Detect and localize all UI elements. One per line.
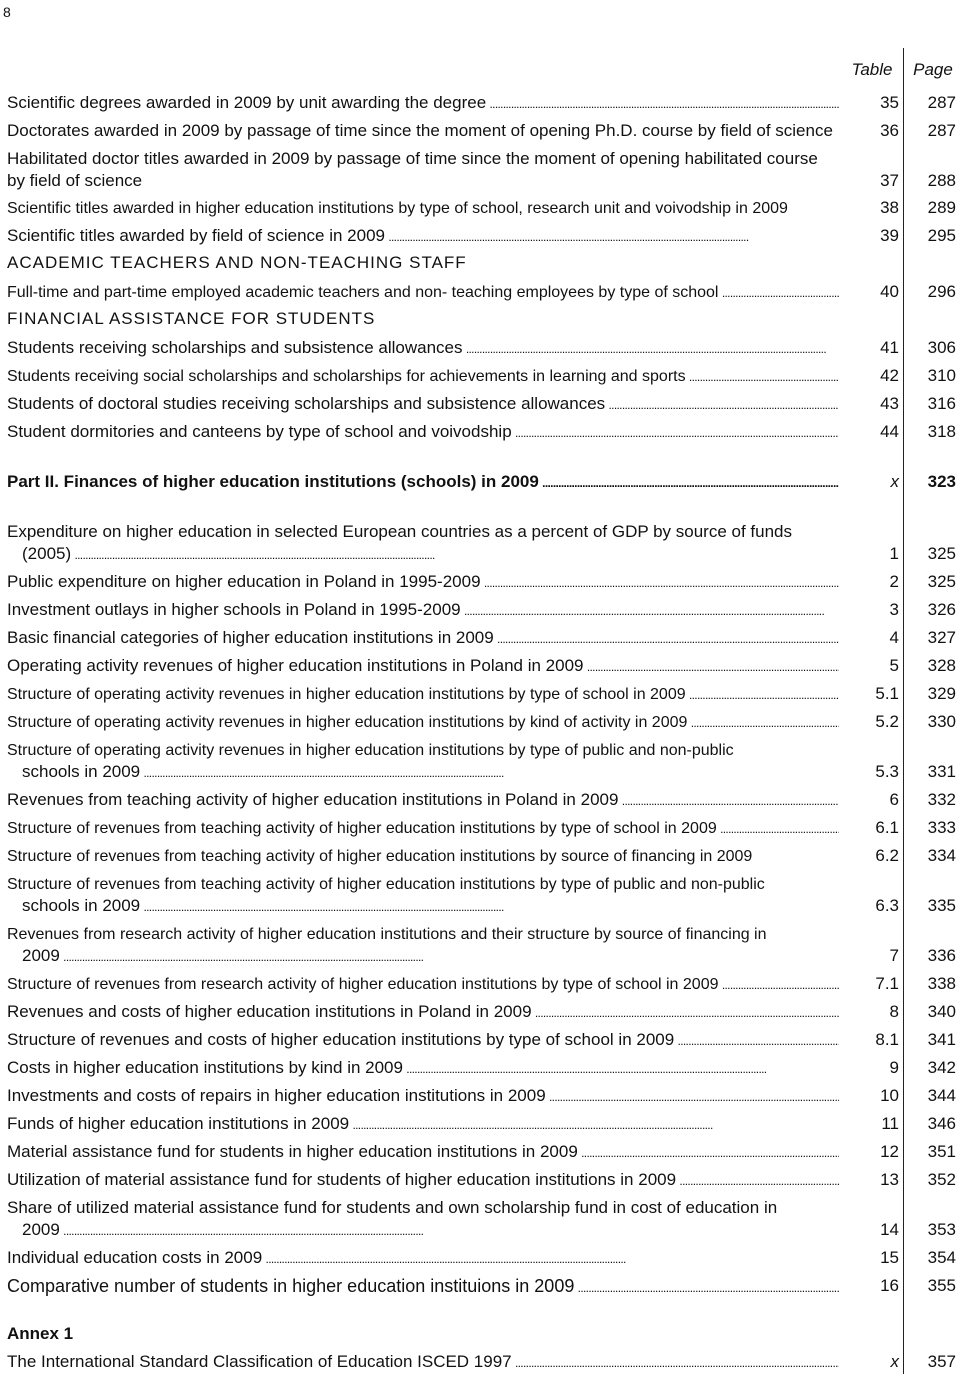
toc-table-number: 8.1 [875, 1030, 899, 1049]
toc-table-number: 6.2 [875, 846, 899, 865]
toc-page-number: 346 [927, 1114, 956, 1133]
toc-page-number: 288 [927, 171, 956, 190]
toc-entry-title: Student dormitories and canteens by type of school and voivodship . . . [7, 421, 839, 444]
toc-page-number: 341 [927, 1030, 956, 1049]
toc-table-number: 1 [889, 544, 899, 563]
toc-table-number: 4 [889, 628, 899, 647]
toc-entry-title: Comparative number of students in higher education instituions in 2009 . . . [7, 1275, 839, 1299]
toc-table-number: 6 [889, 790, 899, 809]
toc-table-number: 14 [880, 1220, 899, 1239]
toc-page-number: 353 [927, 1220, 956, 1239]
toc-page-number: 327 [927, 628, 956, 647]
toc-page-number: 331 [927, 762, 956, 781]
page-column-header: Page [913, 60, 953, 79]
toc-entry-title: Funds of higher education institutions in 2009 . . . [7, 1113, 839, 1136]
toc-table-number: 13 [880, 1170, 899, 1189]
toc-table-number: 35 [880, 93, 899, 112]
page-number: 8 [3, 4, 11, 20]
annex-heading: Annex 1 [7, 1324, 74, 1343]
toc-entry-title: Structure of revenues from teaching activity of higher education institutions by type of school in 2009 . . . [7, 817, 839, 840]
toc-page-number: 336 [927, 946, 956, 965]
toc-entry-title: Revenues and costs of higher education institutions in Poland in 2009 . . . [7, 1001, 839, 1024]
toc-page-number: 328 [927, 656, 956, 675]
toc-page-number: 352 [927, 1170, 956, 1189]
toc-table-number: 15 [880, 1248, 899, 1267]
toc-table-number: 42 [880, 366, 899, 385]
toc-page-number: 329 [927, 684, 956, 703]
toc-page-number: 334 [927, 846, 956, 865]
toc-table-number: 37 [880, 171, 899, 190]
toc-table-number: x [890, 472, 899, 491]
toc-table-number: 10 [880, 1086, 899, 1105]
toc-entry-title: Share of utilized material assistance fund for students and own scholarship fund in cost of education in [7, 1198, 778, 1217]
toc-entry-title: Doctorates awarded in 2009 by passage of time since the moment of opening Ph.D. course by field of science [7, 121, 833, 140]
toc-table-number: 41 [880, 338, 899, 357]
toc-table-number: 43 [880, 394, 899, 413]
toc-table-number: 3 [889, 600, 899, 619]
toc-entry-title: Revenues from research activity of higher education institutions and their structure by source of financing in [7, 926, 767, 943]
toc-entry-title: Utilization of material assistance fund for students of higher education institutions in 2009 . . . [7, 1169, 839, 1192]
toc-entry-title: Students receiving scholarships and subsistence allowances . . . [7, 337, 839, 360]
toc-entry-title: Expenditure on higher education in selected European countries as a percent of GDP by source of funds [7, 522, 793, 541]
toc-entry-title: Individual education costs in 2009 . . . [7, 1247, 839, 1270]
toc-page-number: 295 [927, 226, 956, 245]
toc-entry-title: Public expenditure on higher education in Poland in 1995-2009 . . . [7, 571, 839, 594]
toc-table-number: 5.1 [875, 684, 899, 703]
toc-table-number: 36 [880, 121, 899, 140]
toc-entry-title: Structure of revenues from teaching activity of higher education institutions by source of financing in 2009 [7, 848, 753, 865]
toc-table-number: 2 [889, 572, 899, 591]
toc-entry-title: Costs in higher education institutions by kind in 2009 . . . [7, 1057, 839, 1080]
toc-entry-title-cont: schools in 2009 . . . [22, 761, 839, 784]
toc-table-number: 12 [880, 1142, 899, 1161]
toc-entry-title: Investments and costs of repairs in higher education institutions in 2009 . . . [7, 1085, 839, 1108]
toc-table-number: 11 [881, 1114, 899, 1133]
toc-table-number: 9 [889, 1058, 899, 1077]
toc-entry-title-cont: (2005) . . . [22, 543, 839, 566]
toc-page-number: 357 [927, 1352, 956, 1371]
toc-entry-title: Students of doctoral studies receiving scholarships and subsistence allowances . . . [7, 393, 839, 416]
toc-page-number: 332 [927, 790, 956, 809]
toc-entry-title-cont: 2009 . . . [22, 1219, 839, 1242]
toc-page-number: 340 [927, 1002, 956, 1021]
toc-table-number: 7.1 [875, 974, 899, 993]
toc-entry-title: Students receiving social scholarships and scholarships for achievements in learning and sports . . . [7, 365, 839, 388]
toc-table-number: 5 [889, 656, 899, 675]
section-heading: ACADEMIC TEACHERS AND NON-TEACHING STAFF [7, 253, 467, 272]
toc-page-number: 335 [927, 896, 956, 915]
toc-table-number: 40 [880, 282, 899, 301]
toc-page-number: 287 [927, 93, 956, 112]
toc-page-number: 306 [927, 338, 956, 357]
toc-table-number: 6.3 [875, 896, 899, 915]
toc-entry-title-cont: 2009 . . . [22, 945, 839, 968]
toc-page-number: 325 [927, 572, 956, 591]
toc-entry-title: Revenues from teaching activity of higher education institutions in Poland in 2009 . . . [7, 789, 839, 812]
toc-entry-title: Full-time and part-time employed academic teachers and non- teaching employees by type of school . . . [7, 281, 839, 304]
toc-page-number: 318 [927, 422, 956, 441]
toc-table-number: 44 [880, 422, 899, 441]
toc-page-number: 355 [927, 1276, 956, 1295]
toc-page-number: 351 [927, 1142, 956, 1161]
toc-entry-title: Investment outlays in higher schools in Poland in 1995-2009 . . . [7, 599, 839, 622]
toc-page-number: 326 [927, 600, 956, 619]
toc-entry-title: Structure of revenues from research activity of higher education institutions by type of school in 2009 . . . [7, 973, 839, 996]
toc-page-number: 342 [927, 1058, 956, 1077]
toc-entry-title: Habilitated doctor titles awarded in 2009 by passage of time since the moment of opening habilitated course by field of science [7, 149, 818, 190]
toc-page-number: 287 [927, 121, 956, 140]
toc-table-number: 16 [880, 1276, 899, 1295]
table-column-header: Table [851, 60, 893, 79]
toc-table-number: x [890, 1352, 899, 1371]
toc-table-number: 39 [880, 226, 899, 245]
toc-entry-title: Structure of operating activity revenues in higher education institutions by type of school in 2009 . . . [7, 683, 839, 706]
toc-entry-title: Structure of revenues and costs of higher education institutions by type of school in 2009 . . . [7, 1029, 839, 1052]
toc-entry-title: Scientific titles awarded by field of science in 2009 . . . [7, 225, 839, 248]
toc-table-number: 8 [889, 1002, 899, 1021]
toc-page-number: 333 [927, 818, 956, 837]
toc-entry-title: Structure of revenues from teaching activity of higher education institutions by type of public and non-public [7, 876, 765, 893]
toc-page-number: 289 [927, 198, 956, 217]
toc-entry-title: Scientific titles awarded in higher education institutions by type of school, research unit and voivodship in 2009 [7, 200, 788, 217]
section-heading: FINANCIAL ASSISTANCE FOR STUDENTS [7, 309, 376, 328]
toc-entry-title: Material assistance fund for students in higher education institutions in 2009 . . . [7, 1141, 839, 1164]
toc-table-number: 5.2 [875, 712, 899, 731]
toc-page-number: 338 [927, 974, 956, 993]
toc-entry-title: Part II. Finances of higher education institutions (schools) in 2009 . . . [7, 471, 839, 494]
toc-page-number: 323 [927, 472, 956, 491]
column-divider [903, 48, 904, 1374]
toc-entry-title: Scientific degrees awarded in 2009 by unit awarding the degree . . . [7, 92, 839, 115]
toc-page-number: 316 [927, 394, 956, 413]
toc-table-number: 38 [880, 198, 899, 217]
toc-table-number: 7 [889, 946, 899, 965]
toc-entry-title: Structure of operating activity revenues in higher education institutions by type of public and non-public [7, 742, 734, 759]
toc-page-number: 296 [927, 282, 956, 301]
toc-entry-title: Structure of operating activity revenues in higher education institutions by kind of activity in 2009 . . . [7, 711, 839, 734]
toc-page-number: 325 [927, 544, 956, 563]
toc-entry-title: The International Standard Classification of Education ISCED 1997 . . . [7, 1351, 839, 1374]
toc-table-number: 6.1 [875, 818, 899, 837]
toc-page-number: 344 [927, 1086, 956, 1105]
toc-entry-title-cont: schools in 2009 . . . [22, 895, 839, 918]
toc-entry-title: Operating activity revenues of higher education institutions in Poland in 2009 . . . [7, 655, 839, 678]
toc-page-number: 354 [927, 1248, 956, 1267]
toc-table-number: 5.3 [875, 762, 899, 781]
toc-page-number: 310 [927, 366, 956, 385]
toc-entry-title: Basic financial categories of higher education institutions in 2009 . . . [7, 627, 839, 650]
toc-page-number: 330 [927, 712, 956, 731]
